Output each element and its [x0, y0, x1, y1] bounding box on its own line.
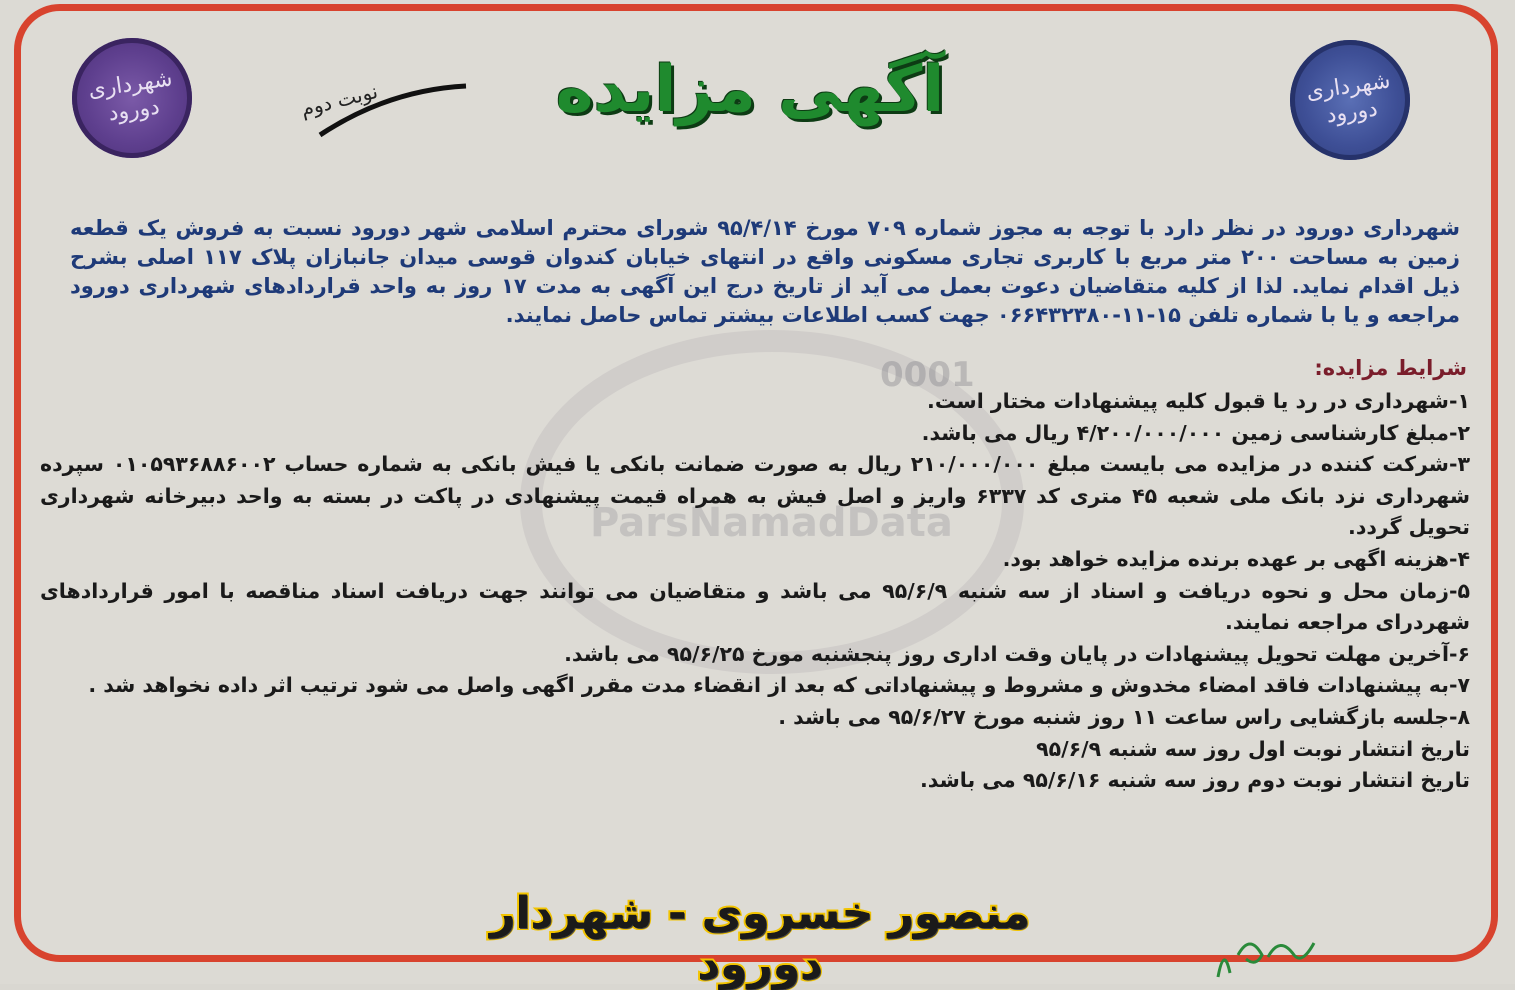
conditions-list	[40, 386, 1470, 797]
seal-line-1: شهرداری	[1304, 68, 1392, 105]
intro-paragraph: شهرداری دورود در نظر دارد با توجه به مجوز شماره ۷۰۹ مورخ ۹۵/۴/۱۴ شورای محترم اسلامی شهر دورود نسبت به فروش یک قطعه زمین به مساحت ۲۰۰ متر مربع با کاربری تجاری مسکونی واقع در انتهای خیابان کندوان قوسی میدان جانبازان پلاک ۱۱۷ اصلی بشرح ذیل اقدام نماید. لذا از کلیه متقاضیان دعوت بعمل می آید از تاریخ درج این آگهی به مدت ۱۷ روز به واحد قراردادهای شهرداری دورود مراجعه و یا با شماره تلفن ۱۵-۱۱-۰۶۶۴۳۲۳۸۰ جهت کسب اطلاعات بیشتر تماس حاصل نمایند.	[70, 216, 1461, 327]
condition-item: ۵-زمان محل و نحوه دریافت و اسناد از سه شنبه ۹۵/۶/۹ می باشد و متقاضیان می توانند جهت دریافت اسناد مناقصه با امور قراردادهای شهردرای مراجعه نمایند.	[40, 578, 1470, 635]
round-label: نوبت دوم	[298, 78, 381, 122]
handwritten-mark	[1210, 915, 1330, 985]
seal-line-2: دورود	[106, 94, 161, 127]
condition-item: ۴-هزینه اگهی بر عهده برنده مزایده خواهد بود.	[1002, 546, 1470, 571]
seal-line-1: شهرداری	[86, 66, 174, 103]
condition-item: ۲-مبلغ کارشناسی زمین ۴/۲۰۰/۰۰۰/۰۰۰ ریال می باشد.	[921, 420, 1470, 445]
condition-item: ۷-به پیشنهادات فاقد امضاء مخدوش و مشروط و پیشنهاداتی که بعد از انقضاء مدت مقرر اگهی واصل می شود ترتیب اثر داده نخواهد شد .	[88, 673, 1470, 698]
ad-title: آگهی مزایده	[555, 53, 945, 127]
conditions-heading: شرایط مزایده:	[1314, 356, 1467, 380]
municipality-seal-left	[72, 38, 192, 158]
publish-date-second: تاریخ انتشار نوبت دوم روز سه شنبه ۹۵/۶/۱۶ می باشد.	[919, 768, 1470, 793]
municipality-seal-right	[1290, 40, 1410, 160]
watermark-text: ParsNamadData	[590, 500, 953, 546]
round-arc-swoosh	[318, 80, 468, 140]
mayor-signature-line: منصور خسروی - شهردار دورود	[490, 888, 1030, 990]
condition-item: ۳-شرکت کننده در مزایده می بایست مبلغ ۲۱۰/۰۰۰/۰۰۰ ریال به صورت ضمانت بانکی یا فیش بانکی به شماره حساب ۰۱۰۵۹۳۶۸۸۶۰۰۲ سپرده شهرداری نزد بانک ملی شعبه ۴۵ متری کد ۶۳۳۷ واریز و اصل فیش به همراه قیمت پیشنهادی در پاکت در بسته به واحد دبیرخانه شهرداری تحویل گردد.	[40, 452, 1470, 540]
publish-date-first: تاریخ انتشار نوبت اول روز سه شنبه ۹۵/۶/۹	[1036, 736, 1470, 761]
condition-item: ۶-آخرین مهلت تحویل پیشنهادات در پایان وقت اداری روز پنجشنبه مورخ ۹۵/۶/۲۵ می باشد.	[564, 641, 1470, 666]
condition-item: ۸-جلسه بازگشایی راس ساعت ۱۱ روز شنبه مورخ ۹۵/۶/۲۷ می باشد .	[778, 704, 1470, 729]
seal-line-2: دورود	[1324, 96, 1379, 129]
watermark-number: 0001	[880, 355, 975, 395]
condition-item: ۱-شهرداری در رد یا قبول کلیه پیشنهادات مختار است.	[927, 389, 1470, 413]
